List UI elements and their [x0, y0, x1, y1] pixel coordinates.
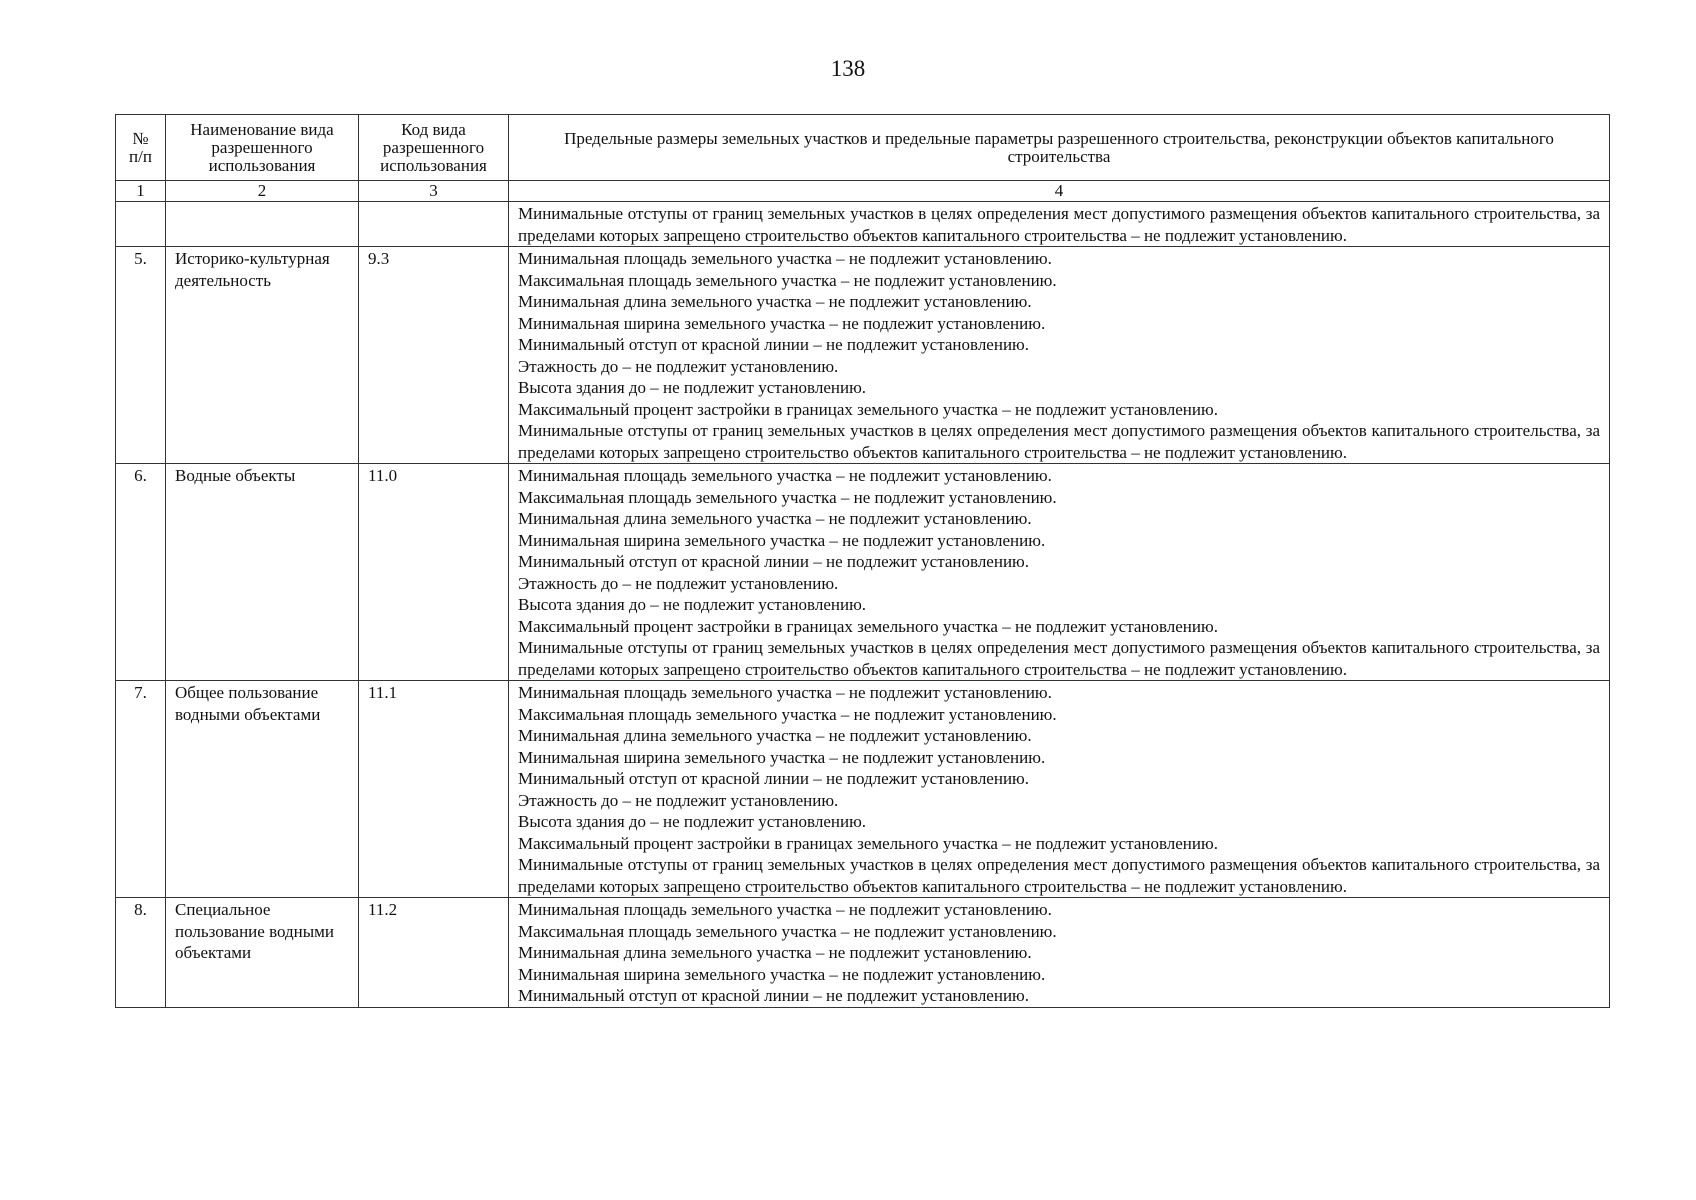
param-line: Минимальная длина земельного участка – не подлежит установлению.	[518, 726, 1032, 745]
column-number: 4	[509, 181, 1610, 202]
param-line: Минимальные отступы от границ земельных участков в целях определения мест допустимого размещения объектов капитального строительства, за пределами которых запрещено строительство объектов капитального строительства – не подлежит установлению.	[518, 638, 1600, 679]
table-row	[116, 898, 1610, 1008]
continuation-name-cell	[166, 202, 359, 247]
usage-name: Специальное пользование водными объектами	[166, 898, 359, 1008]
param-line: Максимальная площадь земельного участка – не подлежит установлению.	[518, 921, 1057, 941]
parameters-cell	[509, 681, 1610, 898]
param-line: Минимальный отступ от красной линии – не подлежит установлению.	[518, 769, 1029, 788]
param-line: Минимальная площадь земельного участка – не подлежит установлению.	[518, 683, 1052, 702]
column-number-row	[116, 181, 1610, 202]
usage-name: Общее пользование водными объектами	[166, 681, 359, 898]
usage-code: 9.3	[359, 247, 509, 464]
param-line: Этажность до – не подлежит установлению.	[518, 790, 839, 810]
param-line: Минимальная ширина земельного участка – не подлежит установлению.	[518, 747, 1046, 767]
column-number: 2	[166, 181, 359, 202]
parameters-cell	[509, 464, 1610, 681]
table-row	[116, 464, 1610, 681]
column-number: 1	[116, 181, 166, 202]
param-line: Максимальный процент застройки в границах земельного участка – не подлежит установлению.	[518, 616, 1218, 636]
param-line: Высота здания до – не подлежит установлению.	[518, 595, 867, 614]
param-line: Этажность до – не подлежит установлению.	[518, 573, 839, 593]
usage-name: Историко-культурная деятельность	[166, 247, 359, 464]
param-line: Максимальная площадь земельного участка – не подлежит установлению.	[518, 487, 1057, 507]
param-line: Максимальный процент застройки в границах земельного участка – не подлежит установлению.	[518, 399, 1218, 419]
row-number: 6.	[116, 464, 166, 681]
parameters-cell	[509, 247, 1610, 464]
param-line: Минимальные отступы от границ земельных участков в целях определения мест допустимого размещения объектов капитального строительства, за пределами которых запрещено строительство объектов капитального строительства – не подлежит установлению.	[518, 421, 1600, 462]
param-line: Высота здания до – не подлежит установлению.	[518, 812, 867, 831]
column-number: 3	[359, 181, 509, 202]
header-parameters: Предельные размеры земельных участков и предельные параметры разрешенного строительства, реконструкции объектов капитального строительства	[509, 115, 1610, 181]
page-number: 138	[830, 56, 866, 81]
param-line: Минимальная длина земельного участка – не подлежит установлению.	[518, 292, 1032, 311]
table-header-row	[116, 115, 1610, 181]
param-line: Минимальный отступ от красной линии – не подлежит установлению.	[518, 335, 1029, 354]
param-line: Минимальная площадь земельного участка – не подлежит установлению.	[518, 249, 1052, 268]
continuation-code-cell	[359, 202, 509, 247]
param-line: Минимальный отступ от красной линии – не подлежит установлению.	[518, 552, 1029, 571]
param-line: Минимальные отступы от границ земельных участков в целях определения мест допустимого размещения объектов капитального строительства, за пределами которых запрещено строительство объектов капитального строительства – не подлежит установлению.	[518, 855, 1600, 896]
param-line: Максимальный процент застройки в границах земельного участка – не подлежит установлению.	[518, 833, 1218, 853]
param-line: Минимальный отступ от красной линии – не подлежит установлению.	[518, 986, 1029, 1005]
param-line: Минимальная длина земельного участка – не подлежит установлению.	[518, 943, 1032, 962]
usage-name: Водные объекты	[166, 464, 359, 681]
usage-code: 11.2	[359, 898, 509, 1008]
header-usage-code: Код вида разрешенного использования	[359, 115, 509, 181]
parameters-cell	[509, 898, 1610, 1008]
header-usage-name: Наименование вида разрешенного использования	[166, 115, 359, 181]
param-line: Минимальная длина земельного участка – не подлежит установлению.	[518, 509, 1032, 528]
table-row	[116, 681, 1610, 898]
param-line: Этажность до – не подлежит установлению.	[518, 356, 839, 376]
header-number: № п/п	[116, 115, 166, 181]
row-number: 5.	[116, 247, 166, 464]
param-line: Минимальная площадь земельного участка – не подлежит установлению.	[518, 466, 1052, 485]
continuation-params-cell	[509, 202, 1610, 247]
param-line: Минимальная площадь земельного участка – не подлежит установлению.	[518, 900, 1052, 919]
param-line: Высота здания до – не подлежит установлению.	[518, 378, 867, 397]
usage-code: 11.0	[359, 464, 509, 681]
param-line: Минимальная ширина земельного участка – не подлежит установлению.	[518, 964, 1046, 984]
row-number: 8.	[116, 898, 166, 1008]
usage-code: 11.1	[359, 681, 509, 898]
param-line: Минимальные отступы от границ земельных участков в целях определения мест допустимого размещения объектов капитального строительства, за пределами которых запрещено строительство объектов капитального строительства – не подлежит установлению.	[518, 204, 1600, 245]
param-line: Минимальная ширина земельного участка – не подлежит установлению.	[518, 313, 1046, 333]
continuation-row	[116, 202, 1610, 247]
param-line: Минимальная ширина земельного участка – не подлежит установлению.	[518, 530, 1046, 550]
param-line: Максимальная площадь земельного участка – не подлежит установлению.	[518, 270, 1057, 290]
table-row	[116, 247, 1610, 464]
param-line: Максимальная площадь земельного участка – не подлежит установлению.	[518, 704, 1057, 724]
row-number: 7.	[116, 681, 166, 898]
regulations-table	[115, 114, 1610, 1008]
continuation-number-cell	[116, 202, 166, 247]
